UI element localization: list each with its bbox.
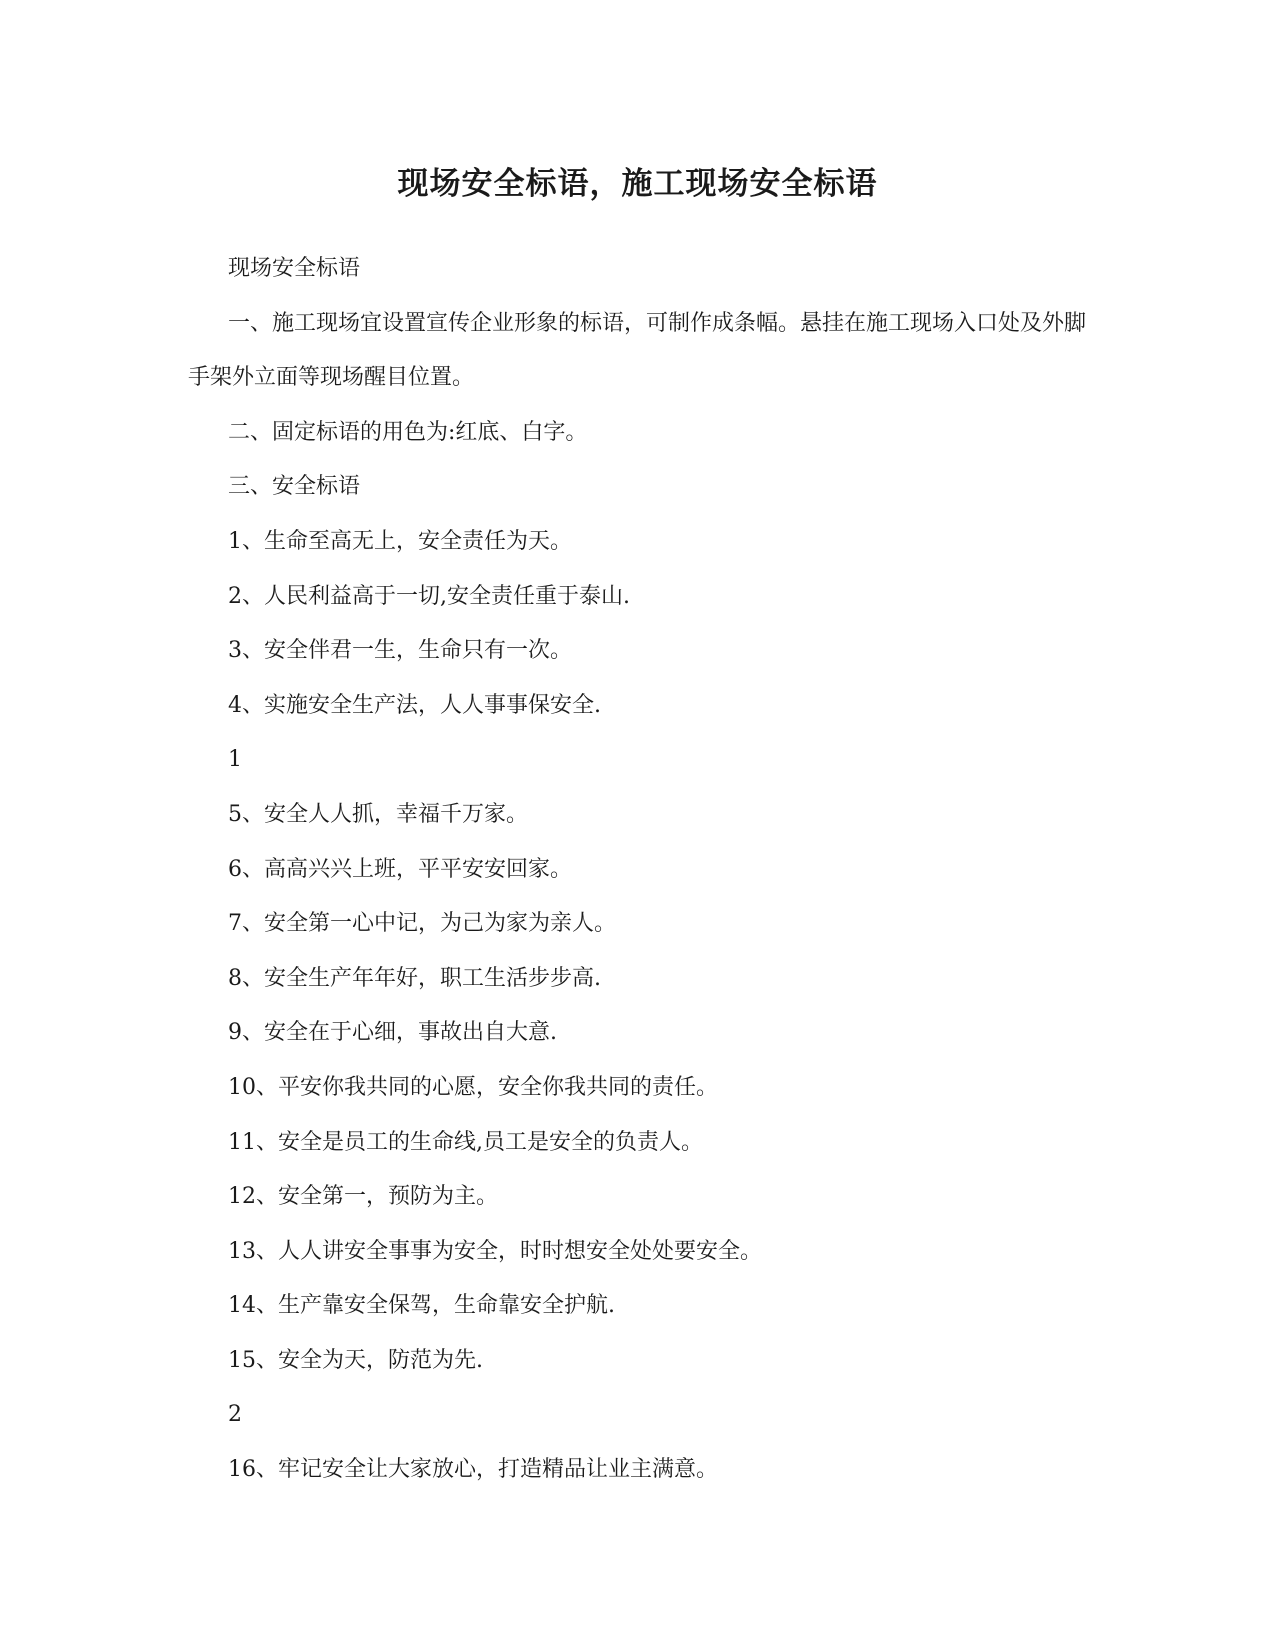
slogan-item: 8、安全生产年年好，职工生活步步高. [228, 965, 601, 991]
document-title: 现场安全标语，施工现场安全标语 [397, 166, 878, 202]
slogan-item: 13、人人讲安全事事为安全，时时想安全处处要安全。 [228, 1238, 762, 1264]
slogan-item: 12、安全第一，预防为主。 [228, 1184, 498, 1210]
slogan-item: 3、安全伴君一生，生命只有一次。 [228, 638, 572, 664]
page-number: 2 [228, 1402, 242, 1428]
paragraph: 二、固定标语的用色为:红底、白字。 [228, 419, 588, 445]
paragraph: 三、安全标语 [228, 474, 361, 500]
slogan-item: 5、安全人人抓，幸福千万家。 [228, 801, 528, 827]
slogan-item: 10、平安你我共同的心愿，安全你我共同的责任。 [228, 1074, 718, 1100]
slogan-item: 11、安全是员工的生命线,员工是安全的负责人。 [228, 1129, 703, 1155]
document-body [188, 242, 1088, 1498]
slogan-item: 16、牢记安全让大家放心，打造精品让业主满意。 [228, 1457, 718, 1483]
slogan-item: 7、安全第一心中记，为己为家为亲人。 [228, 911, 616, 937]
slogan-item: 4、实施安全生产法，人人事事保安全. [228, 692, 601, 718]
slogan-item: 14、生产靠安全保驾，生命靠安全护航. [228, 1293, 615, 1319]
slogan-item: 15、安全为天，防范为先. [228, 1347, 483, 1373]
page-number: 1 [228, 747, 242, 773]
slogan-item: 6、高高兴兴上班，平平安安回家。 [228, 856, 572, 882]
slogan-item: 2、人民利益高于一切,安全责任重于泰山. [228, 583, 630, 609]
slogan-item: 1、生命至高无上，安全责任为天。 [228, 528, 572, 554]
slogan-item: 9、安全在于心细，事故出自大意. [228, 1020, 557, 1046]
paragraph: 一、施工现场宜设置宣传企业形象的标语，可制作成条幅。悬挂在施工现场入口处及外脚手架外立面等现场醒目位置。 [188, 310, 1087, 391]
section-heading: 现场安全标语 [228, 256, 361, 281]
